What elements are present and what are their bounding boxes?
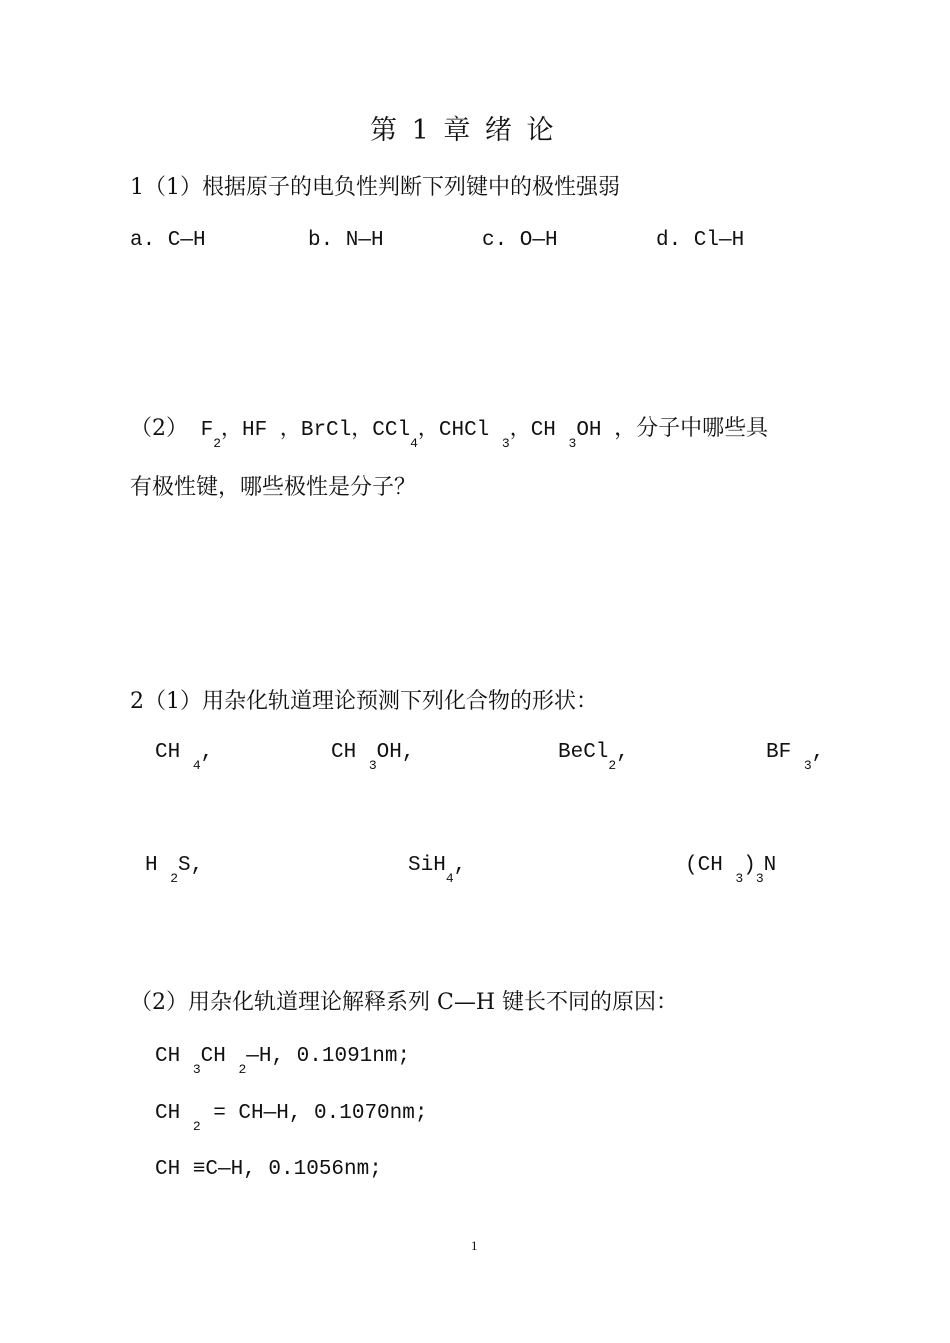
option-d: d. Cl—H	[656, 229, 745, 252]
question-1-stem: 1（1）根据原子的电负性判断下列键中的极性强弱	[130, 175, 620, 200]
formula-bf3: BF $_3$,	[766, 741, 825, 774]
bond-length-3: 0.1056nm;	[268, 1158, 382, 1181]
formula-sih4: SiH$_4$,	[408, 854, 467, 887]
option-b: b. N—H	[308, 229, 384, 252]
formula-ch4: CH $_4$,	[155, 741, 214, 774]
formula-ch3oh: CH $_3$OH,	[331, 741, 415, 774]
question-1-part-2-line-2: 有极性键，哪些极性是分子？	[130, 475, 417, 500]
part-2-label: （2）	[130, 416, 188, 441]
bond-ethyne: CH ≡C—H, 0.1056nm;	[155, 1158, 382, 1181]
question-1-part-2-line-1	[130, 411, 769, 452]
formula-trimethylamine: (CH $_3)_3N$	[685, 854, 777, 887]
option-a: a. C—H	[130, 229, 206, 252]
bond-ethane: CH $_3$CH $_2$—H, 0.1091nm;	[155, 1045, 411, 1078]
chapter-title: 第 1 章 绪 论	[370, 115, 557, 146]
bond-length-1: 0.1091nm;	[296, 1045, 411, 1068]
page-number: 1	[471, 1238, 478, 1253]
question-tail: ，分子中哪些具	[614, 416, 769, 441]
bond-ethene: CH $_2$ = CH—H, 0.1070nm;	[155, 1102, 428, 1135]
formula-becl2: BeCl$_2$,	[558, 741, 629, 774]
formula-h2s: H $_2$S,	[145, 854, 204, 887]
question-2-part-2-stem: （2）用杂化轨道理论解释系列 C—H 键长不同的原因：	[130, 990, 679, 1015]
question-2-stem: 2（1）用杂化轨道理论预测下列化合物的形状：	[130, 689, 598, 714]
bond-length-2: 0.1070nm;	[314, 1102, 428, 1125]
option-c: c. O—H	[482, 229, 558, 252]
molecule-list: $F_2$，HF ，BrCl，CCl$_4$，CHCl $_3$，CH $_3$OH	[188, 419, 615, 452]
